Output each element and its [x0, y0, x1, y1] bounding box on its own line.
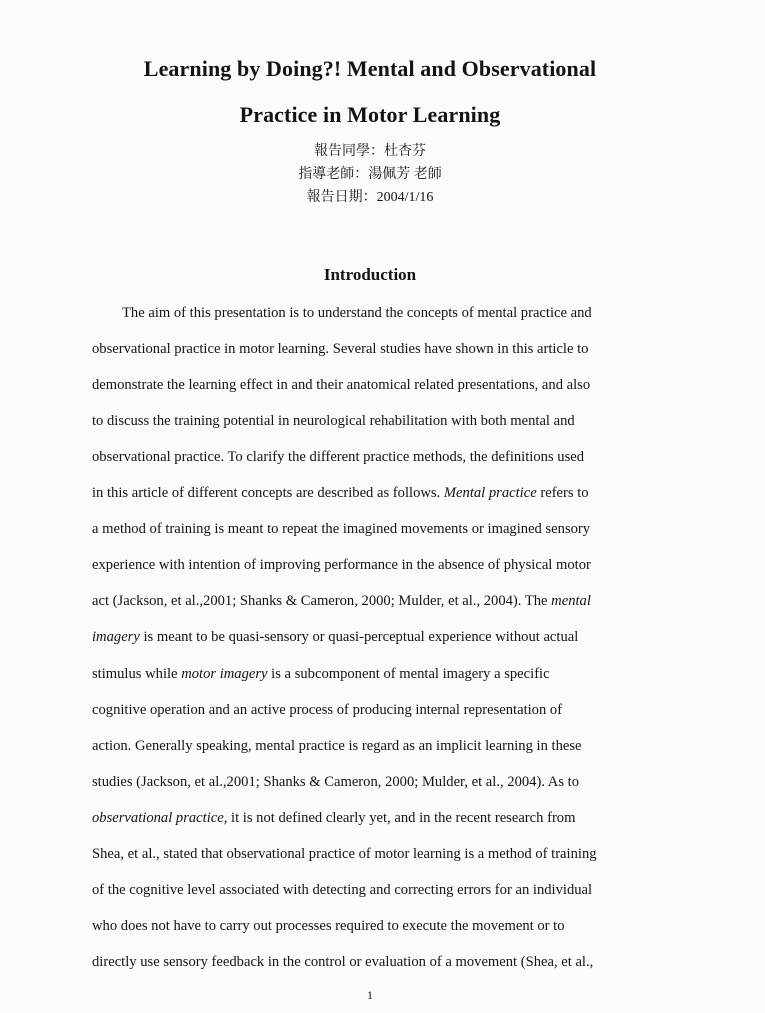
body-line: [92, 375, 652, 395]
text-run: act (Jackson, et al.,2001; Shanks & Cameron, 2000; Mulder, et al., 2004). The: [92, 593, 552, 610]
text-run: of the cognitive level associated with detecting and correcting errors for an individual: [92, 881, 593, 898]
text-run: action. Generally speaking, mental practice is regard as an implicit learning in these: [92, 737, 582, 754]
text-run: refers to: [536, 485, 589, 502]
body-line: [92, 519, 652, 539]
body-line: [92, 483, 652, 503]
body-line: [92, 555, 652, 575]
text-run: is meant to be quasi-sensory or quasi-perceptual experience without actual: [139, 629, 579, 646]
body-line: [92, 772, 652, 792]
body-line: [92, 916, 652, 936]
text-run: , it is not defined clearly yet, and in the recent research from: [223, 809, 576, 826]
italic-term: imagery: [92, 629, 140, 646]
body-line: [92, 447, 652, 467]
body-line: [92, 339, 652, 359]
title-line-1: Learning by Doing?! Mental and Observational: [143, 56, 597, 81]
page-number: 1: [367, 988, 373, 1002]
italic-term: Mental practice: [443, 485, 537, 502]
text-run: studies (Jackson, et al.,2001; Shanks & Cameron, 2000; Mulder, et al., 2004). As to: [92, 773, 580, 790]
italic-term: mental: [551, 593, 591, 610]
reporter-line: 報告同學：杜杏芬: [314, 144, 426, 159]
text-run: demonstrate the learning effect in and their anatomical related presentations, and also: [92, 377, 591, 394]
text-run: who does not have to carry out processes required to execute the movement or to: [92, 917, 565, 934]
text-run: stimulus while: [92, 665, 182, 682]
report-date-line: 報告日期：2004/1/16: [306, 190, 434, 205]
body-line: [92, 808, 652, 828]
text-run: to discuss the training potential in neurological rehabilitation with both mental and: [92, 413, 575, 430]
text-run: The aim of this presentation is to understand the concepts of mental practice and: [122, 305, 592, 321]
body-line: [92, 627, 652, 647]
italic-term: observational practice: [92, 809, 224, 826]
text-run: Shea, et al., stated that observational practice of motor learning is a method of training: [92, 845, 597, 862]
text-run: observational practice in motor learning. Several studies have shown in this article to: [92, 341, 589, 358]
body-line: [92, 880, 652, 900]
text-run: is a subcomponent of mental imagery a specific: [267, 665, 550, 682]
text-run: observational practice. To clarify the different practice methods, the definitions used: [92, 449, 585, 466]
text-run: experience with intention of improving performance in the absence of physical motor: [92, 557, 591, 574]
body-line: [122, 303, 682, 323]
section-heading: Introduction: [323, 265, 417, 284]
italic-term: motor imagery: [181, 665, 268, 682]
body-line: [92, 664, 652, 684]
body-line: [92, 952, 652, 972]
body-line: [92, 700, 652, 720]
text-run: directly use sensory feedback in the control or evaluation of a movement (Shea, et al.,: [92, 953, 594, 970]
title-line-2: Practice in Motor Learning: [239, 102, 501, 127]
body-line: [92, 411, 652, 431]
body-line: [92, 844, 652, 864]
text-run: a method of training is meant to repeat the imagined movements or imagined sensory: [92, 521, 591, 538]
body-line: [92, 591, 652, 611]
advisor-line: 指導老師：湯佩芳 老師: [298, 167, 442, 182]
text-run: in this article of different concepts are described as follows.: [92, 485, 444, 502]
body-line: [92, 736, 652, 756]
text-run: cognitive operation and an active process of producing internal representation of: [92, 701, 563, 718]
